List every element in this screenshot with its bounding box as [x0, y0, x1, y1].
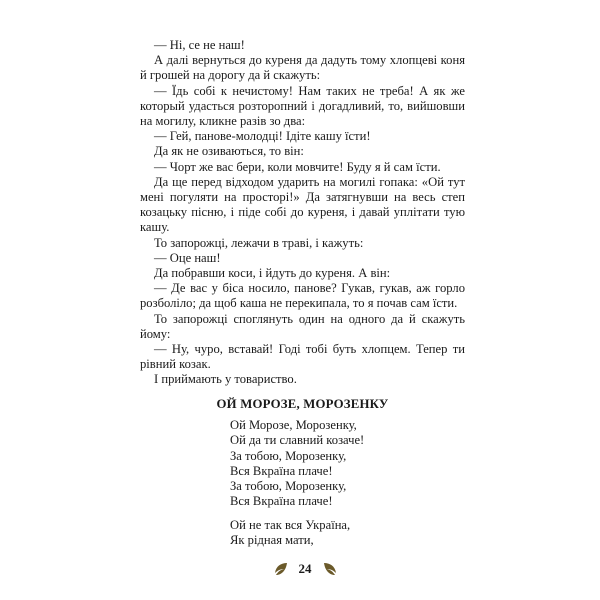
- paragraph: — Оце наш!: [154, 250, 221, 265]
- paragraph: І приймають у товариство.: [154, 372, 297, 387]
- stanza: [230, 518, 450, 549]
- paragraph: Да побравши коси, і йдуть до куреня. А він:: [154, 266, 391, 281]
- page-number: 24: [298, 561, 312, 576]
- verse-line: Ой не так вся Україна,: [230, 517, 351, 532]
- paragraph: А далі вернуться до куреня да дадуть тому хлопцеві коня й грошей на дорогу да й скажуть:: [140, 53, 465, 83]
- verse-line: За тобою, Морозенку,: [230, 479, 347, 494]
- paragraph: — Чорт же вас бери, коли мовчите! Буду я й сам їсти.: [154, 159, 441, 174]
- paragraph: — Їдь собі к нечистому! Нам таких не треба! А як же который удасться розторопний і догадливий, то, вийшовши на могилу, кликне разів зо два:: [140, 83, 465, 129]
- leaf-ornament-icon: [273, 561, 289, 577]
- song-verse: [230, 418, 450, 556]
- paragraph: То запорожці, лежачи в траві, і кажуть:: [154, 235, 364, 250]
- paragraph: Да ще перед відходом ударить на могилі гопака: «Ой тут мені погуляти на просторі!» Да затягнувши на весь степ козацьку пісню, і піде собі до куреня, і давай уплітати тую кашу.: [140, 174, 465, 235]
- verse-line: Ой Морозе, Морозенку,: [230, 418, 357, 432]
- prose-block: [140, 38, 465, 388]
- paragraph: — Гей, панове-молодці! Ідіте кашу їсти!: [154, 129, 371, 144]
- verse-line: Ой да ти славний козаче!: [230, 433, 365, 448]
- paragraph: — Ні, се не наш!: [154, 38, 245, 52]
- paragraph: Да як не озиваються, то він:: [154, 144, 304, 159]
- verse-line: Як рідная мати,: [230, 533, 314, 548]
- verse-line: За тобою, Морозенку,: [230, 448, 347, 463]
- paragraph: — Де вас у біса носило, панове? Гукав, гукав, аж горло розболіло; да щоб каша не перекипала, то я почав сам їсти.: [140, 281, 465, 311]
- verse-line: Вся Вкраїна плаче!: [230, 463, 333, 478]
- paragraph: То запорожці споглянуть один на одного да й скажуть йому:: [140, 311, 465, 341]
- stanza: [230, 418, 450, 510]
- paragraph: — Ну, чуро, вставай! Годі тобі буть хлопцем. Тепер ти рівний козак.: [140, 342, 465, 372]
- song-title: ОЙ МОРОЗЕ, МОРОЗЕНКУ: [216, 397, 389, 411]
- verse-line: Вся Вкраїна плаче!: [230, 494, 333, 509]
- leaf-ornament-icon: [322, 561, 338, 577]
- page-footer: [260, 559, 350, 579]
